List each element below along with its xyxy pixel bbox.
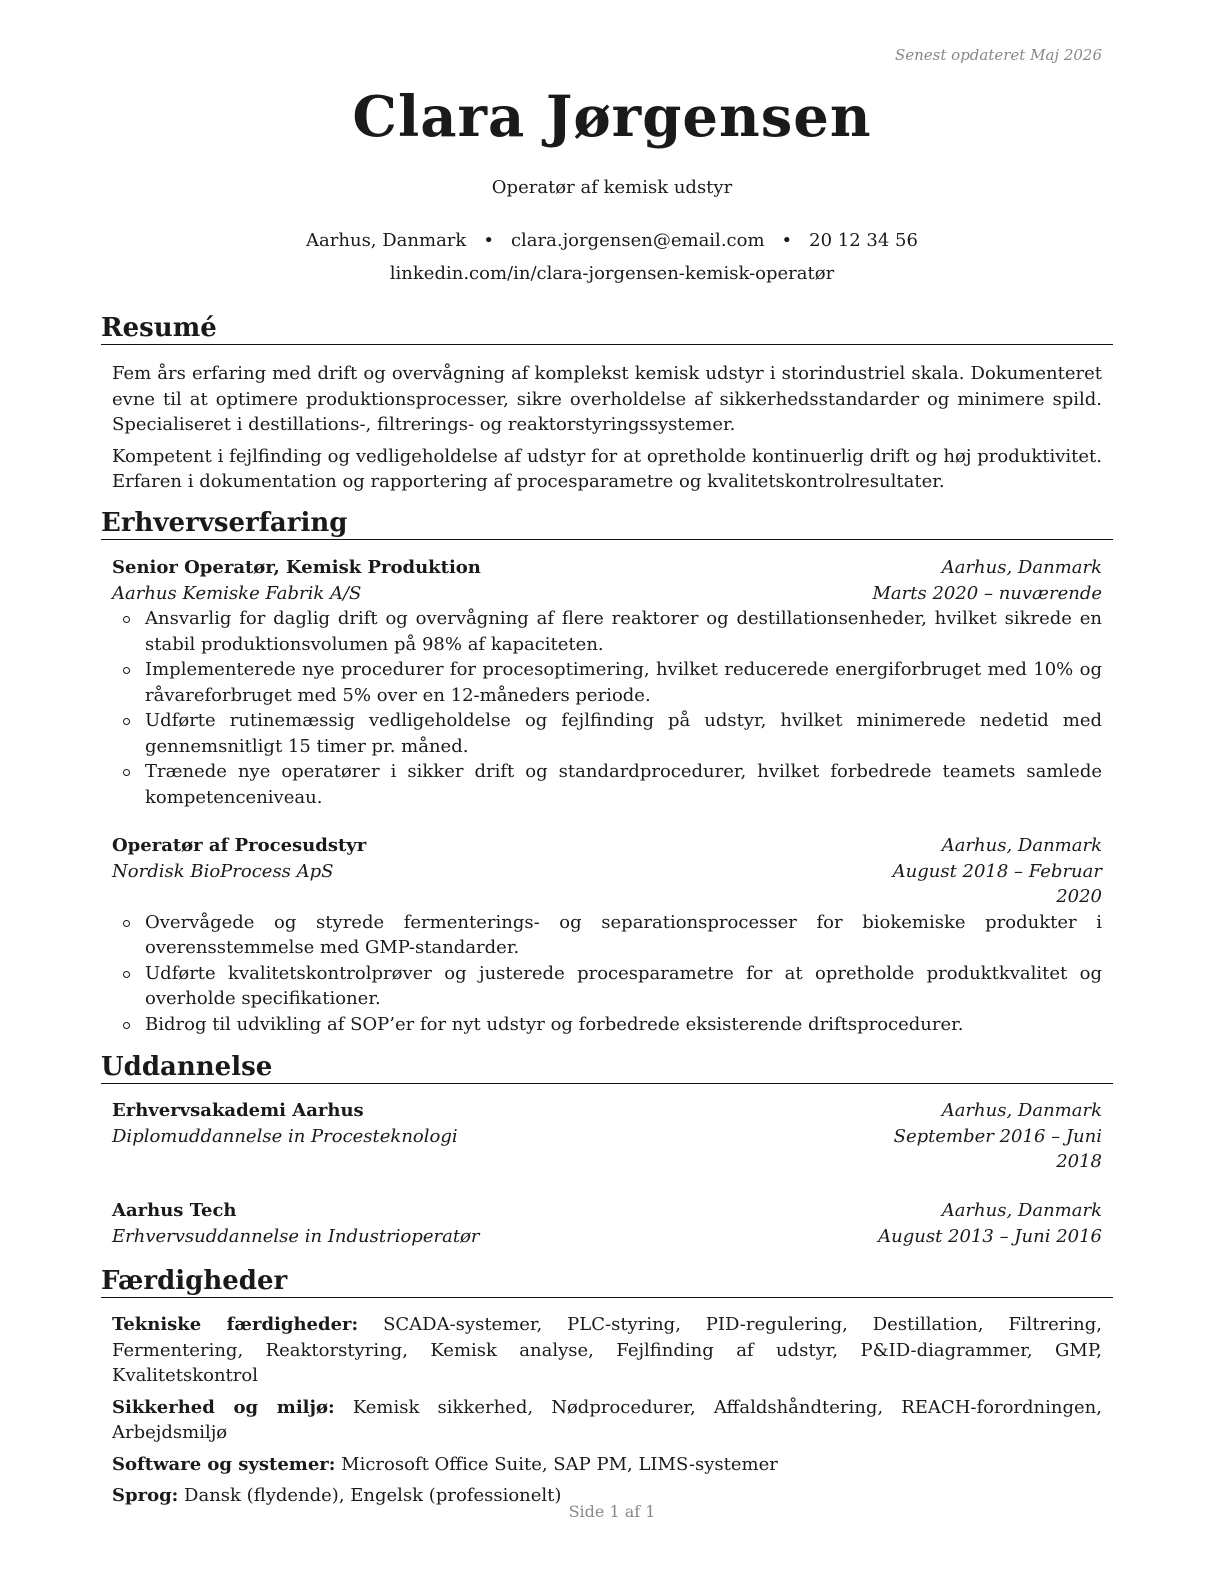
job-dates: August 2018 – Februar 2020 (892, 860, 1102, 907)
email-link[interactable]: clara.jorgensen@email.com (510, 230, 765, 251)
section-heading-experience: Erhvervserfaring (101, 508, 1113, 540)
school-location: Aarhus, Danmark (941, 1100, 1102, 1121)
list-item: Implementerede nye procedurer for procesoptimering, hvilket reducerede energiforbruget med 10% og råvareforbruget med 5% over en 12-måneders periode. (112, 657, 1102, 708)
phone-text: 20 12 34 56 (809, 230, 918, 251)
company-name: Nordisk BioProcess ApS (112, 860, 334, 882)
section-heading-education: Uddannelse (101, 1052, 1113, 1084)
education-dates: September 2016 – Juni 2018 (893, 1125, 1102, 1172)
skill-line (112, 1395, 1102, 1446)
separator-dot: • (483, 230, 494, 251)
summary-paragraph: Kompetent i fejlfinding og vedligeholdelse af udstyr for at opretholde kontinuerlig drift og høj produktivitet. Erfaren i dokumentation og rapportering af procesparametre og kvalitetskontrolresultater. (112, 445, 1102, 492)
job-location: Aarhus, Danmark (941, 835, 1102, 856)
job-bullets (112, 910, 1102, 1038)
page-number: Side 1 af 1 (568, 1502, 656, 1521)
location-text: Aarhus, Danmark (306, 230, 467, 251)
skill-text: Microsoft Office Suite, SAP PM, LIMS-systemer (341, 1453, 778, 1475)
job-title: Operatør af Procesudstyr (112, 835, 367, 856)
education-entry (112, 1198, 1102, 1249)
list-item: Ansvarlig for daglig drift og overvågning af flere reaktorer og destillationsenheder, hvilket sikrede en stabil produktionsvolumen på 98% af kapaciteten. (112, 606, 1102, 657)
skill-label: Sprog: (112, 1485, 179, 1506)
list-item: Bidrog til udvikling af SOP’er for nyt udstyr og forbedrede eksisterende driftsprocedurer. (112, 1012, 1102, 1038)
summary-paragraph: Fem års erfaring med drift og overvågning af komplekst kemisk udstyr i storindustriel skala. Dokumenteret evne til at optimere produktionsprocesser, sikre overholdelse af sikkerhedsstandarder og minimere spild. Specialiseret i destillations-, filtrerings- og reaktorstyringssystemer. (112, 363, 1102, 435)
summary-block (112, 361, 1102, 501)
degree-name: Diplomuddannelse in Procesteknologi (112, 1125, 458, 1147)
skills-block (112, 1312, 1102, 1515)
job-bullets (112, 606, 1102, 810)
candidate-name: Clara Jørgensen (352, 84, 872, 150)
list-item: Overvågede og styrede fermenterings- og separationsprocesser for biokemiske produkter i overensstemmelse med GMP-standarder. (112, 910, 1102, 961)
job-entry (112, 555, 1102, 810)
company-name: Aarhus Kemiske Fabrik A/S (112, 582, 362, 604)
degree-name: Erhvervsuddannelse in Industrioperatør (112, 1225, 480, 1247)
contact-line (0, 230, 1224, 251)
linkedin-link[interactable]: linkedin.com/in/clara-jorgensen-kemisk-operatør (389, 263, 835, 284)
last-updated: Senest opdateret Maj 2026 (894, 46, 1102, 64)
skill-line (112, 1312, 1102, 1389)
skill-text: Dansk (flydende), Engelsk (professionelt) (184, 1485, 562, 1506)
skill-label: Software og systemer: (112, 1453, 336, 1475)
school-name: Aarhus Tech (112, 1200, 237, 1221)
skill-label: Sikkerhed og miljø: (112, 1396, 335, 1418)
list-item: Trænede nye operatører i sikker drift og standardprocedurer, hvilket forbedrede teamets samlede kompetenceniveau. (112, 759, 1102, 810)
education-entry (112, 1098, 1102, 1175)
list-item: Udførte kvalitetskontrolprøver og justerede procesparametre for at opretholde produktkvalitet og overholde specifikationer. (112, 961, 1102, 1012)
skill-text: SCADA-systemer, PLC-styring, PID-regulering, Destillation, Filtrering, Fermentering, Reaktorstyring, Kemisk analyse, Fejlfinding af udstyr, P&ID-diagrammer, GMP, Kvalitetskontrol (112, 1314, 1103, 1386)
job-entry (112, 833, 1102, 1037)
separator-dot: • (781, 230, 793, 251)
section-heading-summary: Resumé (101, 313, 1113, 345)
school-location: Aarhus, Danmark (941, 1200, 1102, 1221)
job-title: Operatør af kemisk udstyr (491, 177, 733, 198)
section-heading-skills: Færdigheder (101, 1266, 1113, 1298)
job-title: Senior Operatør, Kemisk Produktion (112, 557, 481, 578)
education-dates: August 2013 – Juni 2016 (878, 1225, 1102, 1247)
list-item: Udførte rutinemæssig vedligeholdelse og fejlfinding på udstyr, hvilket minimerede nedetid med gennemsnitligt 15 timer pr. måned. (112, 708, 1102, 759)
skill-text: Kemisk sikkerhed, Nødprocedurer, Affaldshåndtering, REACH-forordningen, Arbejdsmiljø (112, 1396, 1102, 1443)
skill-label: Tekniske færdigheder: (112, 1314, 359, 1335)
job-location: Aarhus, Danmark (941, 557, 1102, 578)
job-dates: Marts 2020 – nuværende (872, 582, 1102, 604)
school-name: Erhvervsakademi Aarhus (112, 1100, 364, 1121)
skill-line (112, 1452, 1102, 1478)
